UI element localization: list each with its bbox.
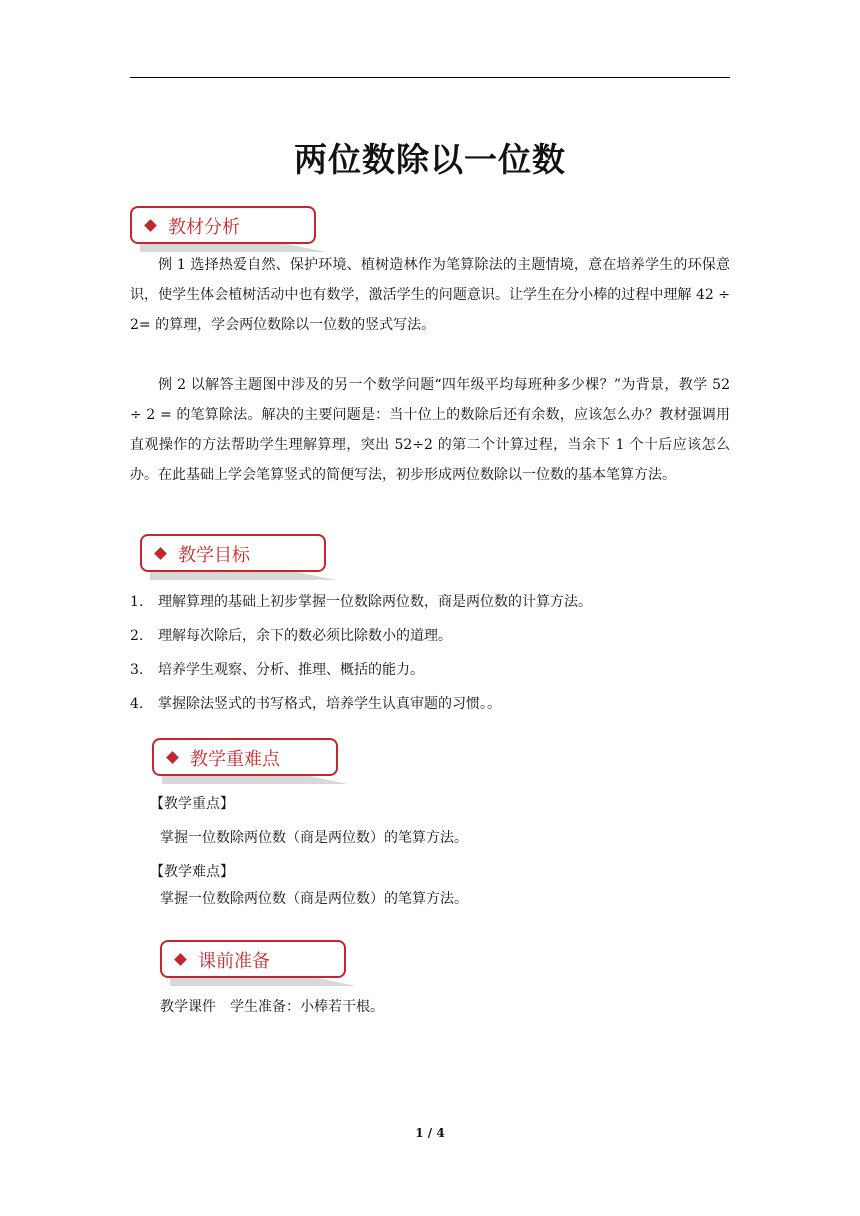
goals-list bbox=[130, 592, 730, 728]
list-item bbox=[130, 694, 730, 714]
section-tag-goals bbox=[140, 534, 340, 586]
prep-text: 教学课件 学生准备：小棒若干根。 bbox=[160, 999, 384, 1015]
list-item-number: 4. bbox=[130, 696, 144, 712]
section-label-analysis: 教材分析 bbox=[168, 217, 240, 238]
list-item bbox=[130, 592, 730, 612]
page-title: 两位数除以一位数 bbox=[294, 140, 566, 179]
list-item-number: 2. bbox=[130, 628, 144, 644]
list-item-text: 理解算理的基础上初步掌握一位数除两位数，商是两位数的计算方法。 bbox=[158, 594, 592, 610]
difficulty-text: 掌握一位数除两位数（商是两位数）的笔算方法。 bbox=[160, 891, 468, 907]
section-tag-key-points bbox=[152, 738, 352, 790]
list-item-number: 3. bbox=[130, 662, 144, 678]
list-item-text: 掌握除法竖式的书写格式，培养学生认真审题的习惯。。 bbox=[158, 696, 501, 712]
list-item-text: 理解每次除后，余下的数必须比除数小的道理。 bbox=[158, 628, 452, 644]
focus-heading: 【教学重点】 bbox=[150, 796, 234, 812]
analysis-paragraph-2: 例 2 以解答主题图中涉及的另一个数学问题“四年级平均每班种多少棵？”为背景，教学 52 ÷ 2 = 的笔算除法。解决的主要问题是：当十位上的数除后还有余数，应该怎么办？教材强调用直观操作的方法帮助学生理解算理，突出 52÷2 的第二个计算过程，当余下 1 个十后应该怎么办。在此基础上学会笔算竖式的简便写法，初步形成两位数除以一位数的基本笔算方法。 bbox=[130, 377, 730, 483]
analysis-paragraph-1: 例 1 选择热爱自然、保护环境、植树造林作为笔算除法的主题情境，意在培养学生的环保意识，使学生体会植树活动中也有数学，激活学生的问题意识。让学生在分小棒的过程中理解 42 ÷ 2= 的算理，学会两位数除以一位数的竖式写法。 bbox=[130, 257, 730, 333]
section-label-key-points: 教学重难点 bbox=[190, 749, 280, 770]
list-item-text: 培养学生观察、分析、推理、概括的能力。 bbox=[158, 662, 424, 678]
list-item bbox=[130, 660, 730, 680]
page-number: 1 / 4 bbox=[415, 1126, 445, 1140]
difficulty-heading: 【教学难点】 bbox=[150, 864, 234, 880]
header-rule bbox=[130, 77, 730, 78]
list-item-number: 1. bbox=[130, 594, 144, 610]
section-label-prep: 课前准备 bbox=[198, 951, 270, 972]
focus-text: 掌握一位数除两位数（商是两位数）的笔算方法。 bbox=[160, 830, 468, 846]
list-item bbox=[130, 626, 730, 646]
section-tag-prep bbox=[160, 940, 360, 992]
section-label-goals: 教学目标 bbox=[178, 545, 250, 566]
